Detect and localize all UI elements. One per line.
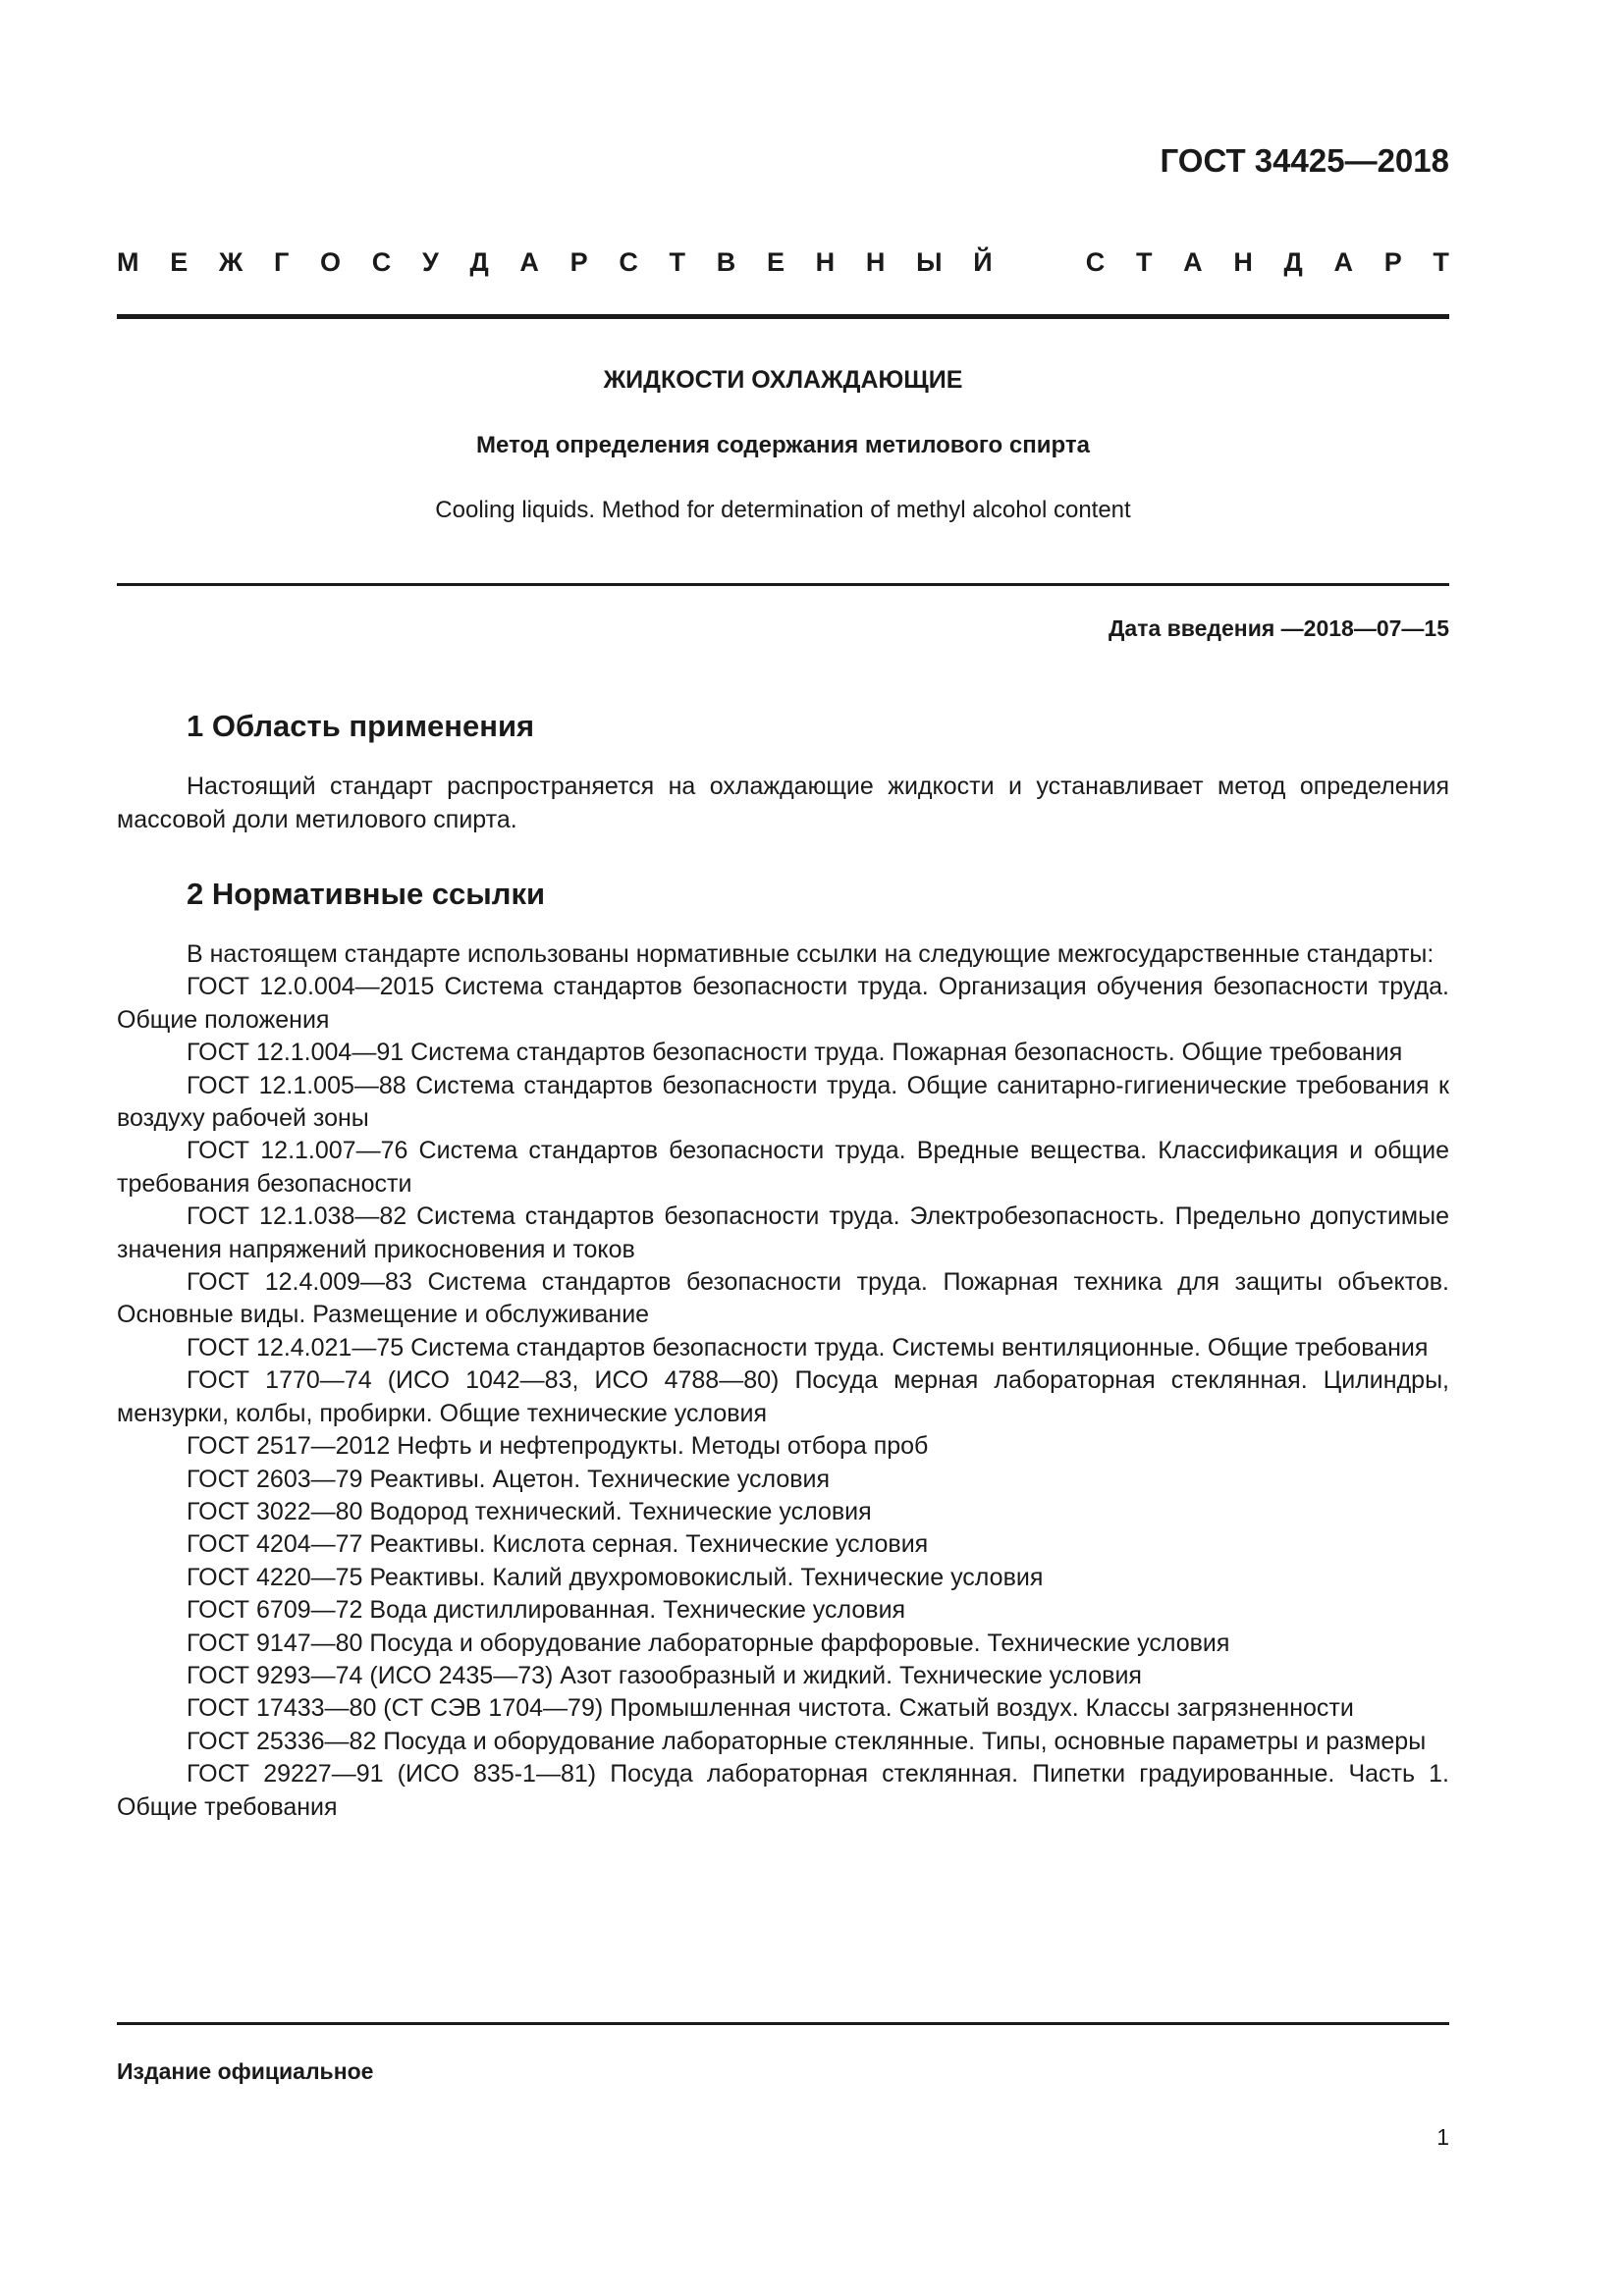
reference-item: ГОСТ 12.1.007—76 Система стандартов безопасности труда. Вредные вещества. Классификация и общие требования безопасности [117, 1137, 1449, 1198]
banner-letter: Н [1233, 247, 1253, 277]
reference-item: ГОСТ 12.0.004—2015 Система стандартов безопасности труда. Организация обучения безопасности труда. Общие положения [117, 973, 1449, 1034]
reference-item: ГОСТ 17433—80 (СТ СЭВ 1704—79) Промышленная чистота. Сжатый воздух. Классы загрязненности [187, 1694, 1354, 1723]
section-1-heading: 1 Область применения [187, 709, 535, 743]
header-divider [117, 314, 1449, 319]
banner-letter: Е [170, 247, 189, 277]
reference-item: ГОСТ 25336—82 Посуда и оборудование лабораторные стеклянные. Типы, основные параметры и размеры [187, 1727, 1427, 1755]
reference-item: ГОСТ 9147—80 Посуда и оборудование лабораторные фарфоровые. Технические условия [187, 1629, 1230, 1657]
gost-number: ГОСТ 34425—2018 [1160, 142, 1449, 179]
reference-item: ГОСТ 2517—2012 Нефть и нефтепродукты. Методы отбора проб [187, 1432, 929, 1461]
banner-letter: Н [865, 247, 886, 277]
page-number: 1 [1436, 2124, 1449, 2150]
reference-item: ГОСТ 6709—72 Вода дистиллированная. Технические условия [187, 1596, 906, 1625]
banner-letter: У [421, 247, 439, 277]
document-subtitle: Метод определения содержания метилового спирта [476, 432, 1090, 458]
reference-item: ГОСТ 9293—74 (ИСО 2435—73) Азот газообразный и жидкий. Технические условия [187, 1661, 1142, 1689]
reference-item: ГОСТ 12.4.009—83 Система стандартов безопасности труда. Пожарная техника для защиты объектов. Основные виды. Размещение и обслуживание [117, 1268, 1449, 1329]
banner-letter: С [619, 247, 638, 277]
banner-letter: Д [1283, 247, 1303, 277]
banner-letter: А [1333, 247, 1353, 277]
document-english-title: Cooling liquids. Method for determination of methyl alcohol content [435, 497, 1131, 523]
banner-letter: Р [569, 247, 588, 277]
banner-letter: В [716, 247, 736, 277]
banner-letter: С [1085, 247, 1106, 277]
section-2-heading: 2 Нормативные ссылки [187, 877, 546, 911]
section-1-text: Настоящий стандарт распространяется на охлаждающие жидкости и устанавливает метод определения массовой доли метилового спирта. [117, 773, 1449, 833]
banner-letter: Й [973, 247, 993, 277]
banner-letter: О [320, 247, 342, 277]
banner-letter: Р [1383, 247, 1402, 277]
reference-item: ГОСТ 3022—80 Водород технический. Технические условия [187, 1497, 872, 1525]
banner-letter: Д [469, 247, 489, 277]
reference-item: ГОСТ 4220—75 Реактивы. Калий двухромовокислый. Технические условия [187, 1563, 1044, 1591]
banner-letter: А [519, 247, 539, 277]
reference-item: ГОСТ 4204—77 Реактивы. Кислота серная. Технические условия [187, 1530, 929, 1559]
banner-letter: Т [1433, 247, 1449, 277]
references-intro: В настоящем стандарте использованы нормативные ссылки на следующие межгосударственные стандарты: [187, 940, 1435, 968]
banner-letter: Н [815, 247, 836, 277]
banner-letter: А [1183, 247, 1203, 277]
banner-letter: Т [669, 247, 686, 277]
official-edition-label: Издание официальное [117, 2058, 374, 2084]
reference-item: ГОСТ 12.1.004—91 Система стандартов безопасности труда. Пожарная безопасность. Общие требования [187, 1039, 1403, 1067]
banner-letter: Г [274, 247, 290, 277]
reference-item: ГОСТ 2603—79 Реактивы. Ацетон. Технические условия [187, 1465, 831, 1493]
normative-references [117, 938, 1449, 1824]
banner-letter: Ж [218, 247, 244, 277]
banner-letter: Т [1135, 247, 1153, 277]
banner-letter: М [117, 247, 139, 277]
reference-item: ГОСТ 12.1.005—88 Система стандартов безопасности труда. Общие санитарно-гигиенические требования к воздуху рабочей зоны [117, 1071, 1449, 1133]
document-title: ЖИДКОСТИ ОХЛАЖДАЮЩИЕ [603, 366, 963, 394]
introduction-date: Дата введения —2018—07—15 [1109, 615, 1449, 641]
reference-item: ГОСТ 12.1.038—82 Система стандартов безопасности труда. Электробезопасность. Предельно допустимые значения напряжений прикосновения и токов [117, 1202, 1449, 1263]
banner-letter: Ы [916, 247, 943, 277]
banner-letter: Е [766, 247, 785, 277]
footer-divider [117, 2022, 1449, 2025]
reference-item: ГОСТ 12.4.021—75 Система стандартов безопасности труда. Системы вентиляционные. Общие требования [187, 1333, 1429, 1362]
title-divider [117, 583, 1449, 586]
reference-item: ГОСТ 1770—74 (ИСО 1042—83, ИСО 4788—80) Посуда мерная лабораторная стеклянная. Цилиндры, мензурки, колбы, пробирки. Общие технические условия [117, 1366, 1449, 1427]
banner-letter: С [371, 247, 392, 277]
reference-item: ГОСТ 29227—91 (ИСО 835-1—81) Посуда лабораторная стеклянная. Пипетки градуированные. Часть 1. Общие требования [117, 1760, 1449, 1821]
interstate-standard-banner [117, 247, 1449, 278]
